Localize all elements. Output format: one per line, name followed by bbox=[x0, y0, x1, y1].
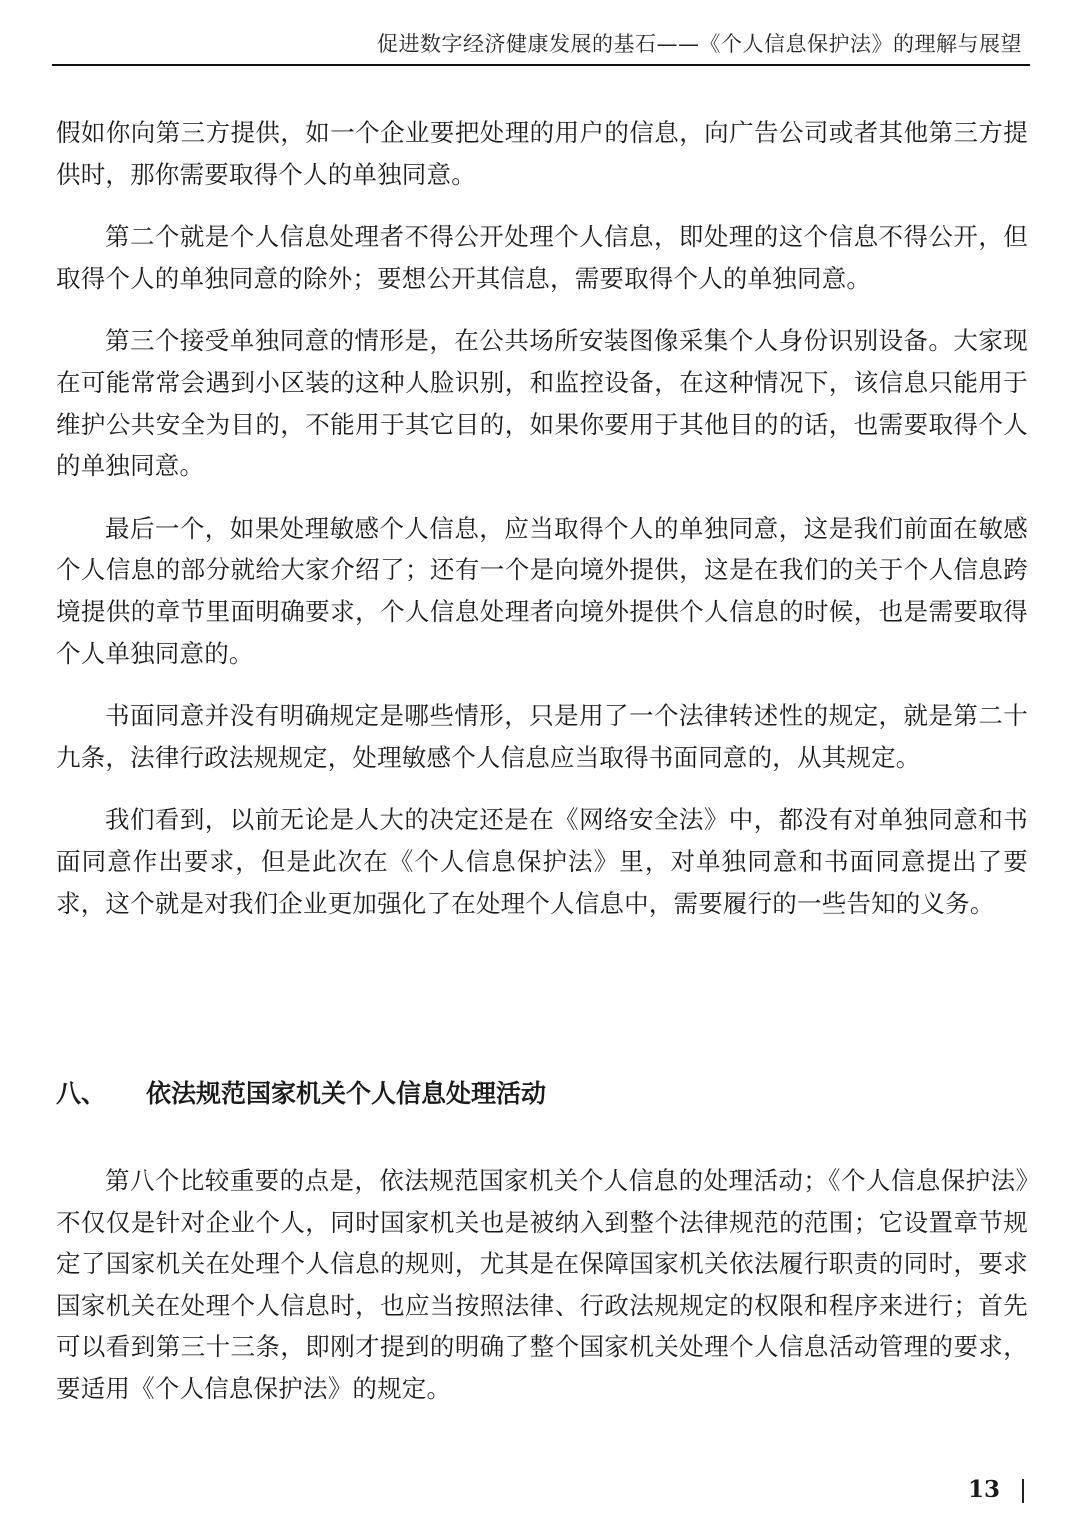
paragraph: 书面同意并没有明确规定是哪些情形，只是用了一个法律转述性的规定，就是第二十九条，法律行政法规规定，处理敏感个人信息应当取得书面同意的，从其规定。 bbox=[56, 701, 1028, 772]
section-number: 八、 bbox=[56, 1079, 107, 1108]
paragraph: 第八个比较重要的点是，依法规范国家机关个人信息的处理活动；《个人信息保护法》不仅仅是针对企业个人，同时国家机关也是被纳入到整个法律规范的范围；它设置章节规定了国家机关在处理个人信息的规则，尤其是在保障国家机关依法履行职责的同时，要求国家机关在处理个人信息时，也应当按照法律、行政法规规定的权限和程序来进行；首先可以看到第三十三条，即刚才提到的明确了整个国家机关处理个人信息活动管理的要求，要适用《个人信息保护法》的规定。 bbox=[56, 1166, 1028, 1403]
footer-divider bbox=[1022, 1479, 1024, 1503]
paragraph: 我们看到，以前无论是人大的决定还是在《网络安全法》中，都没有对单独同意和书面同意作出要求，但是此次在《个人信息保护法》里，对单独同意和书面同意提出了要求，这个就是对我们企业更加强化了在处理个人信息中，需要履行的一些告知的义务。 bbox=[56, 805, 1028, 918]
body-text bbox=[56, 112, 1028, 924]
running-header: 促进数字经济健康发展的基石——《个人信息保护法》的理解与展望 bbox=[377, 32, 1022, 56]
section-body-text bbox=[56, 1160, 1028, 1410]
paragraph: 最后一个，如果处理敏感个人信息，应当取得个人的单独同意，这是我们前面在敏感个人信息的部分就给大家介绍了；还有一个是向境外提供，这是在我们的关于个人信息跨境提供的章节里面明确要求，个人信息处理者向境外提供个人信息的时候，也是需要取得个人单独同意的。 bbox=[56, 513, 1028, 668]
header-divider bbox=[52, 64, 1030, 66]
page-number: 13 bbox=[967, 1476, 1000, 1503]
section-heading bbox=[56, 1074, 1028, 1114]
section-title: 依法规范国家机关个人信息处理活动 bbox=[146, 1079, 547, 1108]
page-footer bbox=[968, 1474, 1024, 1506]
paragraph: 假如你向第三方提供，如一个企业要把处理的用户的信息，向广告公司或者其他第三方提供时，那你需要取得个人的单独同意。 bbox=[56, 118, 1028, 189]
paragraph: 第二个就是个人信息处理者不得公开处理个人信息，即处理的这个信息不得公开，但取得个人的单独同意的除外；要想公开其信息，需要取得个人的单独同意。 bbox=[56, 222, 1028, 293]
paragraph: 第三个接受单独同意的情形是，在公共场所安装图像采集个人身份识别设备。大家现在可能常常会遇到小区装的这种人脸识别，和监控设备，在这种情况下，该信息只能用于维护公共安全为目的，不能用于其它目的，如果你要用于其他目的的话，也需要取得个人的单独同意。 bbox=[56, 326, 1028, 481]
